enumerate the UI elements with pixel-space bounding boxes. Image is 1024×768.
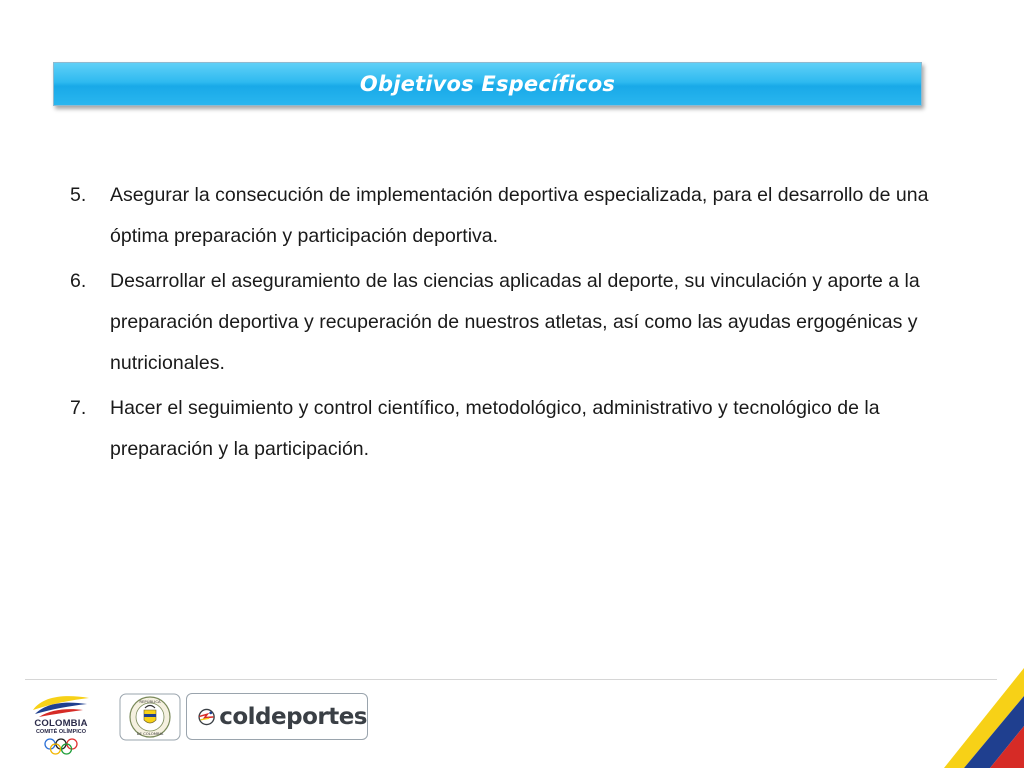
- objective-item: [70, 261, 950, 384]
- colombia-flag-ribbon-icon: [944, 668, 1024, 768]
- slide-title: Objetivos Específicos: [359, 72, 616, 96]
- seal-bottom-text: DE COLOMBIA: [136, 731, 164, 736]
- coldeportes-logo: [186, 693, 368, 740]
- olympic-rings-icon: [43, 738, 79, 756]
- coc-subtitle: COMITÉ OLÍMPICO: [35, 729, 87, 735]
- runner-icon: [195, 704, 218, 730]
- coldeportes-wordmark: coldeportes: [219, 703, 367, 730]
- objectives-list: [70, 175, 950, 474]
- objective-item: [70, 388, 950, 470]
- footer-divider: [25, 679, 997, 680]
- objective-number: 7.: [70, 397, 87, 419]
- objective-number: 6.: [70, 270, 87, 292]
- objective-item: [70, 175, 950, 257]
- republic-of-colombia-seal-icon: [119, 693, 181, 741]
- objective-text: Desarrollar el aseguramiento de las ciencias aplicadas al deporte, su vinculación y aporte a la preparación deportiva y recuperación de nuestros atletas, así como las ayudas ergogénicas y nutricionales.: [110, 270, 920, 374]
- objective-text: Hacer el seguimiento y control científico, metodológico, administrativo y tecnológico de la preparación y la participación.: [110, 397, 880, 460]
- title-banner: [53, 62, 922, 106]
- objective-number: 5.: [70, 184, 87, 206]
- colombia-olympic-committee-logo: [25, 690, 97, 760]
- flame-ribbon-icon: [25, 690, 97, 718]
- seal-top-text: REPÚBLICA: [139, 699, 161, 704]
- objective-text: Asegurar la consecución de implementación deportiva especializada, para el desarrollo de una óptima preparación y participación deportiva.: [110, 184, 929, 247]
- coc-name: COLOMBIA: [34, 718, 88, 729]
